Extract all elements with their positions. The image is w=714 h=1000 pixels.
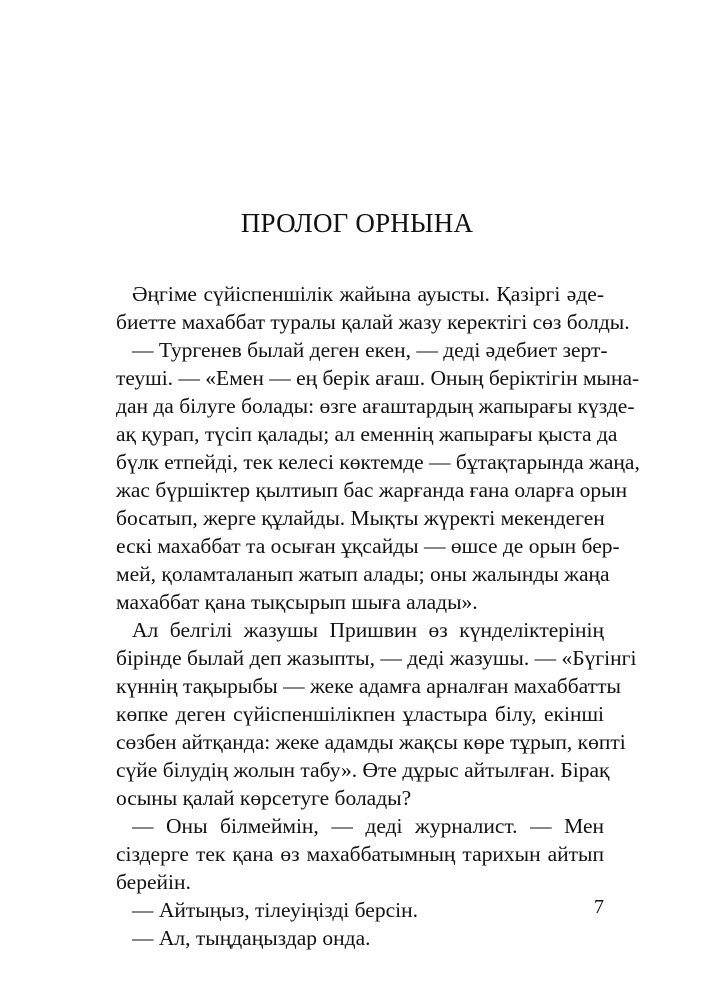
text-line: биетте махаббат туралы қалай жазу керектігі сөз болды. bbox=[116, 310, 630, 334]
text-line: теуші. — «Емен — ең берік ағаш. Оның беріктігін мына- bbox=[116, 366, 640, 390]
text-line: ескі махаббат та осыған ұқсайды — өшсе де орын бер- bbox=[116, 534, 620, 558]
text-line: Әңгіме сүйіспеншілік жайына ауысты. Қазіргі әде- bbox=[132, 282, 604, 306]
text-line: жас бүршіктер қылтиып бас жарғанда ғана оларға орын bbox=[116, 478, 628, 502]
text-line: Ал белгілі жазушы Пришвин өз күнделіктерінің bbox=[132, 618, 604, 642]
text-line: сөзбен айтқанда: жеке адамды жақсы көре тұрып, көпті bbox=[116, 730, 626, 754]
text-line: көпке деген сүйіспеншілікпен ұластыра білу, екінші bbox=[116, 702, 604, 726]
text-line: күннің тақырыбы — жеке адамға арналған махаббатты bbox=[116, 674, 621, 698]
text-line: бірінде былай деп жазыпты, — деді жазушы. — «Бүгінгі bbox=[116, 646, 637, 670]
text-line: ақ қурап, түсіп қалады; ал еменнің жапырағы қыста да bbox=[116, 422, 618, 446]
text-line: — Тургенев былай деген екен, — деді әдебиет зерт- bbox=[132, 338, 608, 362]
text-line: — Оны білмеймін, — деді журналист. — Мен bbox=[132, 814, 604, 838]
text-line: осыны қалай көрсетуге болады? bbox=[116, 786, 412, 810]
text-line: махаббат қана тықсырып шыға алады». bbox=[116, 590, 478, 614]
body-text bbox=[116, 280, 640, 952]
text-line: бүлк етпейді, тек келесі көктемде — бұтақтарында жаңа, bbox=[116, 450, 640, 474]
text-line: — Ал, тыңдаңыздар онда. bbox=[132, 926, 371, 950]
text-line: босатып, жерге құлайды. Мықты жүректі мекендеген bbox=[116, 506, 605, 530]
text-line: дан да білуге болады: өзге ағаштардың жапырағы күзде- bbox=[116, 394, 635, 418]
text-line: мей, қоламталанып жатып алады; оны жалынды жаңа bbox=[116, 562, 610, 586]
text-line: сіздерге тек қана өз махаббатымның тарихын айтып bbox=[116, 842, 604, 866]
text-line: — Айтыңыз, тілеуіңізді берсін. bbox=[132, 898, 418, 922]
text-line: берейін. bbox=[116, 870, 191, 894]
text-line: сүйе білудің жолын табу». Өте дұрыс айтылған. Бірақ bbox=[116, 758, 610, 782]
page-number: 7 bbox=[594, 896, 604, 918]
chapter-title: ПРОЛОГ ОРНЫНА bbox=[240, 208, 474, 238]
